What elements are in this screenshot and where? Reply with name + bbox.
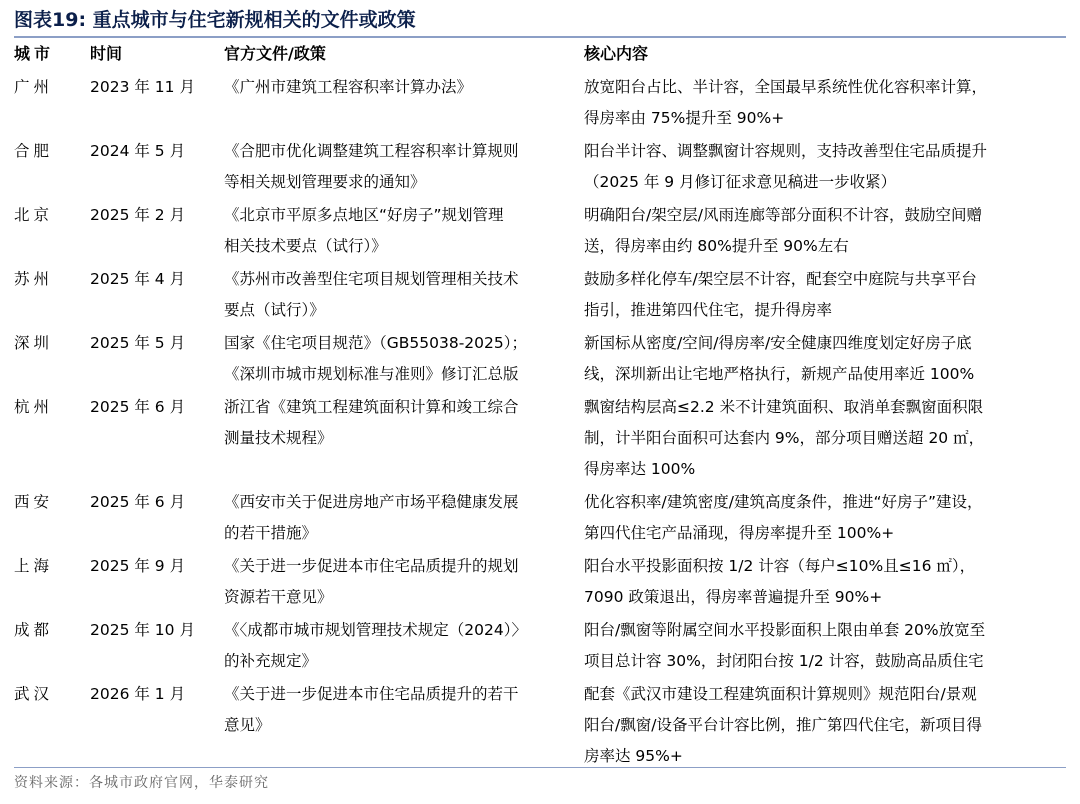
core-content-cell xyxy=(584,326,1066,390)
city-cell: 上海 xyxy=(14,557,54,575)
core-content-cell xyxy=(584,134,1066,198)
document-line: 《深圳市城市规划标准与准则》修订汇总版 xyxy=(224,365,519,383)
document-cell xyxy=(224,326,584,390)
core-content-line: 优化容积率/建筑密度/建筑高度条件，推进“好房子”建设， xyxy=(584,493,983,511)
core-content-line: 阳台/飘窗/设备平台计容比例，推广第四代住宅，新项目得 xyxy=(584,716,982,734)
time-cell: 2024 年 5 月 xyxy=(90,142,186,160)
table-row xyxy=(14,549,1066,613)
city-cell: 合肥 xyxy=(14,142,54,160)
core-content-line: 得房率达 100% xyxy=(584,460,696,478)
core-content-line: 项目总计容 30%，封闭阳台按 1/2 计容，鼓励高品质住宅 xyxy=(584,652,984,670)
time-cell: 2025 年 5 月 xyxy=(90,334,186,352)
document-line: 《西安市关于促进房地产市场平稳健康发展 xyxy=(224,493,519,511)
table-row xyxy=(14,198,1066,262)
core-content-line: 放宽阳台占比、半计容，全国最早系统性优化容积率计算， xyxy=(584,78,988,96)
core-content-line: 房率达 95%+ xyxy=(584,747,683,765)
time-cell: 2025 年 2 月 xyxy=(90,206,186,224)
city-cell: 北京 xyxy=(14,206,54,224)
document-cell xyxy=(224,485,584,549)
footer-rule xyxy=(14,767,1066,768)
table-row xyxy=(14,262,1066,326)
core-content-line: 阳台水平投影面积按 1/2 计容（每户≤10%且≤16 ㎡）， xyxy=(584,557,976,575)
core-content-line: 线，深圳新出让宅地严格执行，新规产品使用率近 100% xyxy=(584,365,975,383)
document-line: 《关于进一步促进本市住宅品质提升的规划 xyxy=(224,557,519,575)
core-content-cell xyxy=(584,262,1066,326)
core-content-line: 送，得房率由约 80%提升至 90%左右 xyxy=(584,237,849,255)
table-row xyxy=(14,613,1066,677)
table-header xyxy=(14,38,1066,70)
document-line: 相关技术要点（试行）》 xyxy=(224,237,387,255)
document-line: 资源若干意见》 xyxy=(224,588,333,606)
city-cell: 武汉 xyxy=(14,685,54,703)
table-row xyxy=(14,390,1066,485)
table-row xyxy=(14,326,1066,390)
source-note: 资料来源：各城市政府官网，华泰研究 xyxy=(14,775,269,791)
header-core-content: 核心内容 xyxy=(584,44,649,63)
core-content-line: 新国标从密度/空间/得房率/安全健康四维度划定好房子底 xyxy=(584,334,972,352)
core-content-line: 得房率由 75%提升至 90%+ xyxy=(584,109,785,127)
document-line: 《广州市建筑工程容积率计算办法》 xyxy=(224,78,473,96)
document-cell xyxy=(224,677,584,772)
document-line: 国家《住宅项目规范》（GB55038-2025）； xyxy=(224,334,527,352)
time-cell: 2025 年 10 月 xyxy=(90,621,195,639)
header-document: 官方文件/政策 xyxy=(224,44,326,63)
document-line: 要点（试行）》 xyxy=(224,301,325,319)
document-line: 浙江省《建筑工程建筑面积计算和竣工综合 xyxy=(224,398,519,416)
document-cell xyxy=(224,198,584,262)
table-body xyxy=(14,70,1066,772)
document-line: 《关于进一步促进本市住宅品质提升的若干 xyxy=(224,685,519,703)
core-content-cell xyxy=(584,198,1066,262)
core-content-line: 7090 政策退出，得房率普遍提升至 90%+ xyxy=(584,588,883,606)
document-line: 意见》 xyxy=(224,716,271,734)
city-cell: 苏州 xyxy=(14,270,54,288)
time-cell: 2023 年 11 月 xyxy=(90,78,195,96)
document-cell xyxy=(224,549,584,613)
document-cell xyxy=(224,613,584,677)
core-content-cell xyxy=(584,485,1066,549)
core-content-line: 阳台半计容、调整飘窗计容规则，支持改善型住宅品质提升 xyxy=(584,142,988,160)
city-cell: 深圳 xyxy=(14,334,54,352)
core-content-line: （2025 年 9 月修订征求意见稿进一步收紧） xyxy=(584,173,897,191)
core-content-line: 阳台/飘窗等附属空间水平投影面积上限由单套 20%放宽至 xyxy=(584,621,986,639)
document-cell xyxy=(224,262,584,326)
city-cell: 杭州 xyxy=(14,398,54,416)
city-cell: 广州 xyxy=(14,78,54,96)
core-content-cell xyxy=(584,390,1066,485)
document-line: 的补充规定》 xyxy=(224,652,318,670)
document-cell xyxy=(224,390,584,485)
header-city: 城市 xyxy=(14,44,55,63)
header-time: 时间 xyxy=(90,44,123,63)
core-content-line: 明确阳台/架空层/风雨连廊等部分面积不计容，鼓励空间赠 xyxy=(584,206,982,224)
document-line: 等相关规划管理要求的通知》 xyxy=(224,173,426,191)
figure-title: 图表19: 重点城市与住宅新规相关的文件或政策 xyxy=(14,9,416,31)
core-content-cell xyxy=(584,70,1066,134)
document-line: 的若干措施》 xyxy=(224,524,318,542)
time-cell: 2026 年 1 月 xyxy=(90,685,186,703)
core-content-line: 制，计半阳台面积可达套内 9%，部分项目赠送超 20 ㎡， xyxy=(584,429,985,447)
policy-table xyxy=(14,38,1066,772)
core-content-line: 飘窗结构层高≤2.2 米不计建筑面积、取消单套飘窗面积限 xyxy=(584,398,984,416)
table-row xyxy=(14,70,1066,134)
city-cell: 成都 xyxy=(14,621,54,639)
time-cell: 2025 年 4 月 xyxy=(90,270,186,288)
document-line: 《苏州市改善型住宅项目规划管理相关技术 xyxy=(224,270,519,288)
document-line: 《北京市平原多点地区“好房子”规划管理 xyxy=(224,206,504,224)
document-line: 《合肥市优化调整建筑工程容积率计算规则 xyxy=(224,142,519,160)
table-row xyxy=(14,677,1066,772)
document-line: 测量技术规程》 xyxy=(224,429,333,447)
city-cell: 西安 xyxy=(14,493,54,511)
core-content-cell xyxy=(584,549,1066,613)
core-content-line: 指引，推进第四代住宅，提升得房率 xyxy=(584,301,833,319)
core-content-line: 配套《武汉市建设工程建筑面积计算规则》规范阳台/景观 xyxy=(584,685,977,703)
document-cell xyxy=(224,134,584,198)
time-cell: 2025 年 6 月 xyxy=(90,493,186,511)
document-cell xyxy=(224,70,584,134)
core-content-cell xyxy=(584,677,1066,772)
table-row xyxy=(14,485,1066,549)
document-line: 《〈成都市城市规划管理技术规定（2024）〉 xyxy=(224,621,527,639)
table-row xyxy=(14,134,1066,198)
core-content-cell xyxy=(584,613,1066,677)
time-cell: 2025 年 6 月 xyxy=(90,398,186,416)
core-content-line: 第四代住宅产品涌现，得房率提升至 100%+ xyxy=(584,524,895,542)
time-cell: 2025 年 9 月 xyxy=(90,557,186,575)
core-content-line: 鼓励多样化停车/架空层不计容，配套空中庭院与共享平台 xyxy=(584,270,977,288)
